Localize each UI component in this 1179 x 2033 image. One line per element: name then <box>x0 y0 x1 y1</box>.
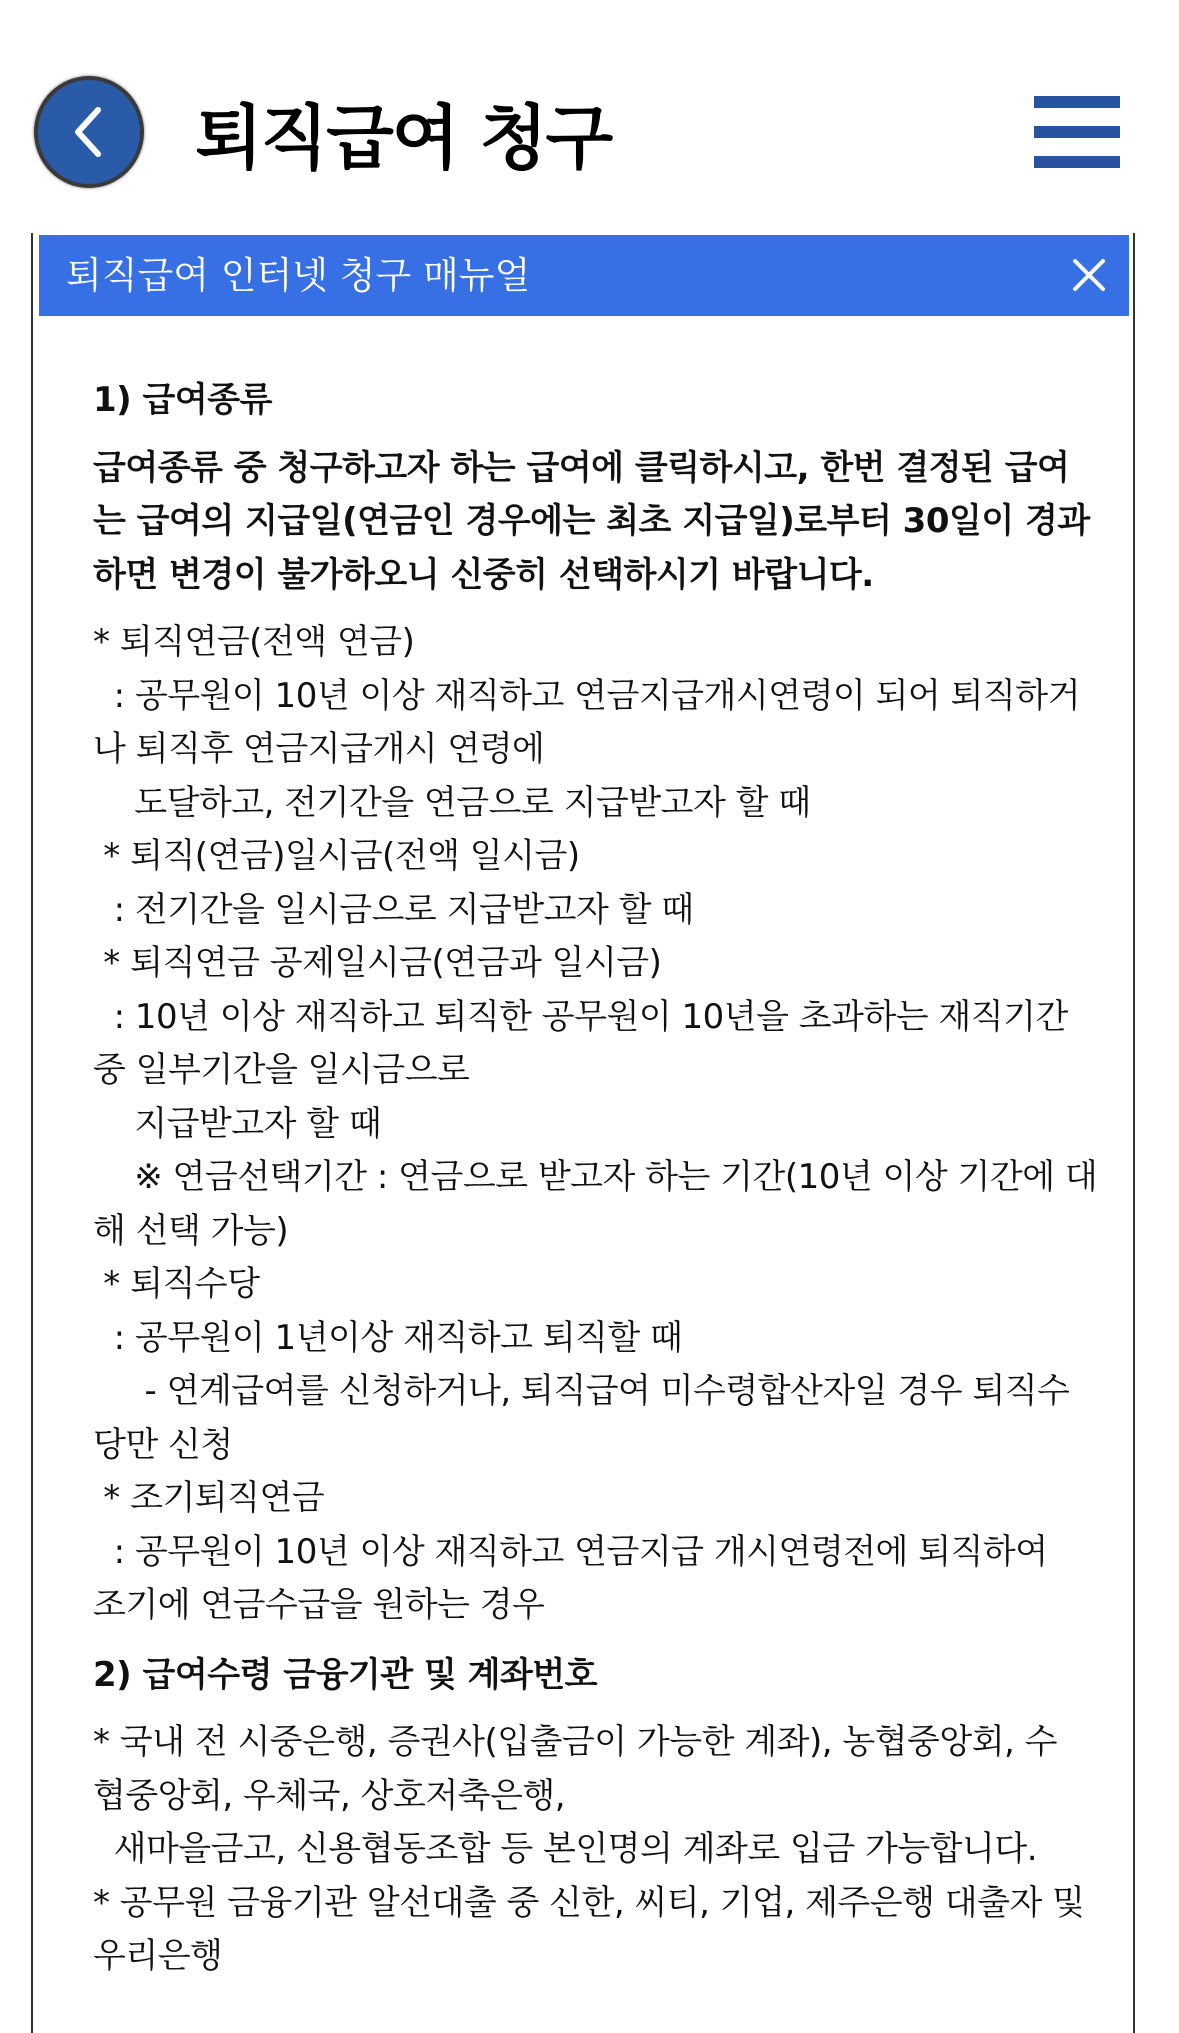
text-line: 새마을금고, 신용협동조합 등 본인명의 계좌로 입금 가능합니다. <box>93 1829 1038 1869</box>
text-line: - 연계급여를 신청하거나, 퇴직급여 미수령합산자일 경우 퇴직수 <box>93 1371 1070 1411</box>
text-line: * 퇴직연금(전액 연금) <box>93 622 415 662</box>
text-line: 지급받고자 할 때 <box>93 1103 382 1144</box>
text-line: * 조기퇴직연금 <box>93 1478 325 1518</box>
close-icon[interactable] <box>1069 255 1109 295</box>
text-line: * 퇴직연금 공제일시금(연금과 일시금) <box>93 943 662 983</box>
text-line: * 공무원 금융기관 알선대출 중 신한, 씨티, 기업, 제주은행 대출자 및 <box>93 1882 1085 1923</box>
text-line: 당만 신청 <box>93 1424 233 1465</box>
hamburger-icon-bar <box>1034 156 1120 168</box>
text-line: 해 선택 가능) <box>93 1210 289 1251</box>
hamburger-icon <box>1034 96 1120 108</box>
text-line: * 퇴직수당 <box>93 1264 260 1304</box>
manual-panel-header <box>39 235 1129 316</box>
text-line: 나 퇴직후 연금지급개시 연령에 <box>93 729 545 769</box>
text-line: * 국내 전 시중은행, 증권사(입출금이 가능한 계좌), 농협중앙회, 수 <box>93 1722 1058 1762</box>
text-line: * 퇴직(연금)일시금(전액 일시금) <box>93 836 580 876</box>
page-title: 퇴직급여 청구 <box>195 97 612 179</box>
text-line: 조기에 연금수급을 원하는 경우 <box>93 1585 545 1625</box>
section-heading: 2) 급여수령 금융기관 및 계좌번호 <box>93 1654 598 1695</box>
notice-line: 는 급여의 지급일(연금인 경우에는 최초 지급일)로부터 30일이 경과 <box>93 501 1090 541</box>
text-line: ※ 연금선택기간 : 연금으로 받고자 하는 기간(10년 이상 기간에 대 <box>93 1157 1098 1197</box>
text-line: 협중앙회, 우체국, 상호저축은행, <box>93 1775 566 1816</box>
text-line: : 전기간을 일시금으로 지급받고자 할 때 <box>93 889 694 930</box>
back-button[interactable] <box>34 76 144 188</box>
text-line: : 공무원이 1년이상 재직하고 퇴직할 때 <box>93 1317 683 1358</box>
section-heading: 1) 급여종류 <box>93 380 272 420</box>
text-line: 도달하고, 전기간을 연금으로 지급받고자 할 때 <box>93 782 811 823</box>
hamburger-icon-bar <box>1034 126 1120 138</box>
notice-line: 하면 변경이 불가하오니 신중히 선택하시기 바랍니다. <box>93 554 874 595</box>
chevron-left-icon <box>64 102 114 162</box>
text-line: : 10년 이상 재직하고 퇴직한 공무원이 10년을 초과하는 재직기간 <box>93 996 1068 1037</box>
text-line: : 공무원이 10년 이상 재직하고 연금지급 개시연령전에 퇴직하여 <box>93 1531 1048 1572</box>
notice-line: 급여종류 중 청구하고자 하는 급여에 클릭하시고, 한번 결정된 급여 <box>93 447 1070 488</box>
manual-title: 퇴직급여 인터넷 청구 매뉴얼 <box>66 254 531 297</box>
manual-content <box>93 374 1103 1984</box>
text-line: 중 일부기간을 일시금으로 <box>93 1050 470 1090</box>
hamburger-menu-button[interactable] <box>1034 96 1120 168</box>
text-line: 우리은행 <box>93 1936 223 1976</box>
text-line: : 공무원이 10년 이상 재직하고 연금지급개시연령이 되어 퇴직하거 <box>93 675 1080 716</box>
